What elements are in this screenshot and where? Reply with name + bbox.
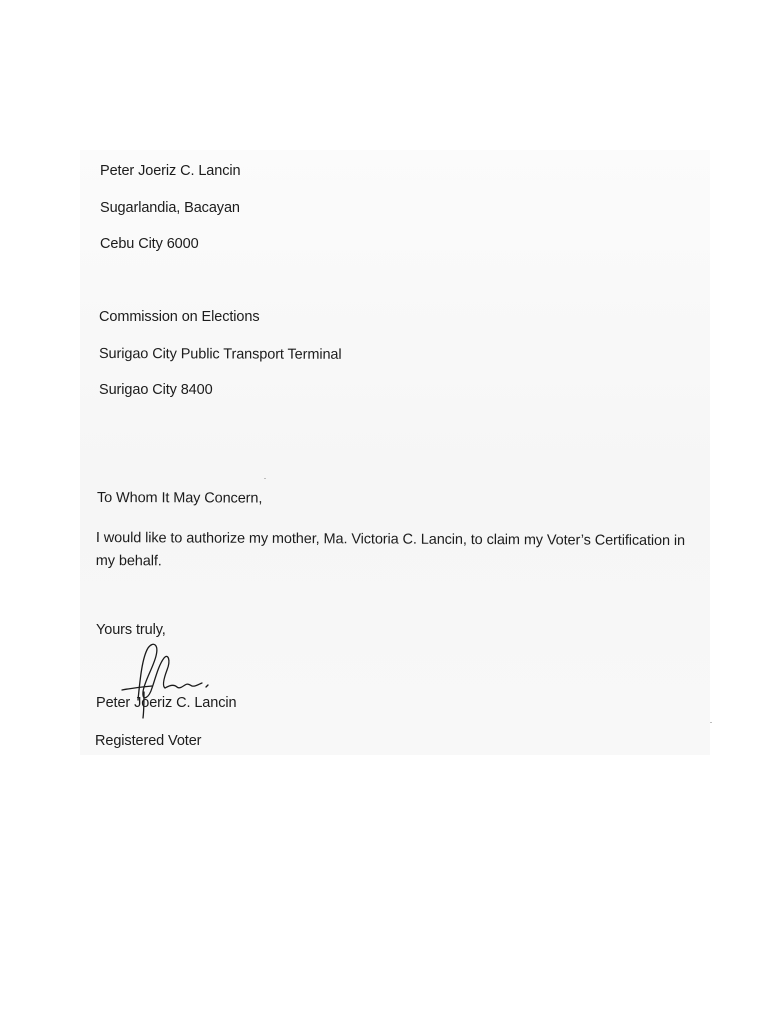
sender-street: Sugarlandia, Bacayan [100,200,240,216]
scan-speck [264,478,266,479]
sender-city: Cebu City 6000 [100,236,199,252]
recipient-city: Surigao City 8400 [99,382,213,398]
recipient-street: Surigao City Public Transport Terminal [98,346,342,363]
letter-body: I would like to authorize my mother, Ma. Victoria C. Lancin, to claim my Voter’s Certification in my behalf. [95,529,686,570]
scan-speck [710,722,712,723]
recipient-organization: Commission on Elections [99,309,260,325]
closing: Yours truly, [96,622,166,638]
signer-name: Peter Joeriz C. Lancin [96,695,237,711]
signer-title: Registered Voter [95,733,202,749]
sender-name: Peter Joeriz C. Lancin [100,163,241,179]
salutation: To Whom It May Concern, [96,490,263,507]
handwritten-signature [118,640,214,722]
